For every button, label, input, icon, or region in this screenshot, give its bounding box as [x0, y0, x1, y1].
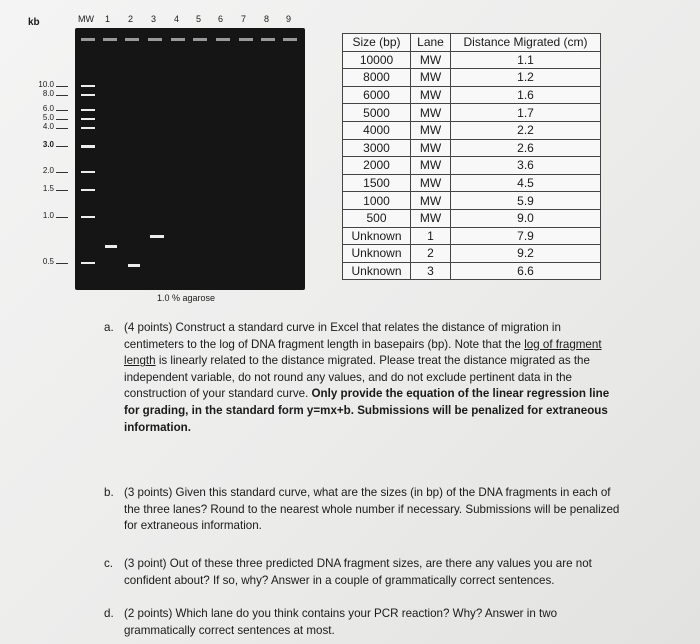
gel-well: [171, 38, 185, 41]
gel-well: [193, 38, 207, 41]
ladder-band: [81, 109, 95, 111]
lane-label-1: 1: [105, 14, 111, 24]
ladder-label-1: 1.0: [42, 211, 54, 220]
cell-lane: MW: [411, 104, 451, 122]
question-c: [104, 556, 624, 589]
question-a-part2: is linearly related to the distance migrated. Please treat the distance migrated as the independent variable, do not round any values, and do not exclude pertinent data in the construction of your standard curve.: [124, 354, 590, 401]
kb-axis-label: kb: [28, 17, 40, 28]
ladder-tick: [56, 86, 68, 87]
question-b: [104, 485, 624, 535]
ladder-tick: [56, 95, 68, 96]
lane-2-band: [128, 264, 140, 267]
ladder-label-8: 8.0: [42, 89, 54, 98]
ladder-tick: [56, 263, 68, 264]
cell-lane: MW: [411, 51, 451, 69]
header-size: Size (bp): [343, 34, 411, 52]
cell-distance: 7.9: [451, 227, 601, 245]
table-row: [343, 245, 601, 263]
lane-label-mw: MW: [78, 14, 94, 24]
cell-size: 3000: [343, 139, 411, 157]
ladder-label-5: 5.0: [42, 113, 54, 122]
cell-size: Unknown: [343, 262, 411, 280]
table-row: [343, 104, 601, 122]
question-a: [104, 320, 624, 436]
lane-label-2: 2: [128, 14, 134, 24]
cell-size: Unknown: [343, 227, 411, 245]
cell-size: 1500: [343, 174, 411, 192]
question-a-part1: (4 points) Construct a standard curve in Excel that relates the distance of migration in centimeters to the log of DNA fragment length in basepairs (bp). Note that the: [124, 321, 561, 351]
ladder-tick: [56, 190, 68, 191]
gel-well: [239, 38, 253, 41]
cell-lane: 3: [411, 262, 451, 280]
question-a-bold: Only provide the equation of the linear regression line for grading, in the standard form y=mx+b. Submissions will be penalized for extraneous information.: [124, 387, 610, 434]
cell-lane: MW: [411, 86, 451, 104]
lane-label-8: 8: [264, 14, 270, 24]
ladder-label-6: 6.0: [42, 104, 54, 113]
question-d-text: (2 points) Which lane do you think contains your PCR reaction? Why? Answer in two grammatically correct sentences at most.: [124, 607, 558, 637]
cell-distance: 1.1: [451, 51, 601, 69]
ladder-label-4: 4.0: [42, 122, 54, 131]
gel-well: [216, 38, 230, 41]
cell-size: 2000: [343, 157, 411, 175]
lane-3-band: [150, 235, 164, 238]
cell-distance: 2.2: [451, 121, 601, 139]
table-row: [343, 227, 601, 245]
table-row: [343, 157, 601, 175]
cell-size: 10000: [343, 51, 411, 69]
table-row: [343, 51, 601, 69]
cell-lane: MW: [411, 174, 451, 192]
ladder-band: [81, 118, 95, 120]
lane-label-9: 9: [286, 14, 292, 24]
ladder-band: [81, 189, 95, 191]
cell-lane: MW: [411, 192, 451, 210]
cell-lane: 1: [411, 227, 451, 245]
cell-distance: 2.6: [451, 139, 601, 157]
cell-distance: 6.6: [451, 262, 601, 280]
cell-size: Unknown: [343, 245, 411, 263]
lane-1-band: [105, 245, 117, 248]
cell-distance: 9.0: [451, 209, 601, 227]
question-c-text: (3 point) Out of these three predicted DNA fragment sizes, are there any values you are not confident about? If so, why? Answer in a couple of grammatically correct sentences.: [124, 557, 592, 587]
ladder-tick: [56, 172, 68, 173]
cell-lane: MW: [411, 157, 451, 175]
ladder-band: [81, 262, 95, 264]
lane-label-4: 4: [174, 14, 180, 24]
lane-label-5: 5: [196, 14, 202, 24]
cell-distance: 4.5: [451, 174, 601, 192]
table-row: [343, 69, 601, 87]
ladder-band: [81, 127, 95, 129]
question-b-letter: b.: [104, 486, 114, 499]
ladder-band: [81, 171, 95, 173]
question-d: [104, 606, 624, 639]
gel-well: [261, 38, 275, 41]
question-a-letter: a.: [104, 321, 114, 334]
cell-distance: 1.6: [451, 86, 601, 104]
table-row: [343, 121, 601, 139]
cell-size: 6000: [343, 86, 411, 104]
cell-lane: MW: [411, 139, 451, 157]
migration-distance-table: [342, 33, 601, 280]
table-header-row: [343, 34, 601, 52]
gel-well: [283, 38, 297, 41]
gel-well: [125, 38, 139, 41]
header-lane: Lane: [411, 34, 451, 52]
ladder-tick: [56, 119, 68, 120]
ladder-label-10: 10.0: [38, 80, 54, 89]
ladder-label-3: 3.0: [42, 140, 54, 149]
agarose-gel-image: [75, 28, 305, 290]
cell-distance: 5.9: [451, 192, 601, 210]
question-c-letter: c.: [104, 557, 114, 570]
cell-lane: MW: [411, 121, 451, 139]
cell-size: 8000: [343, 69, 411, 87]
question-a-underlined: log of fragment length: [124, 337, 602, 368]
ladder-band: [81, 85, 95, 87]
ladder-band: [81, 216, 95, 218]
agarose-label: 1.0 % agarose: [157, 293, 216, 303]
lane-label-3: 3: [151, 14, 157, 24]
cell-size: 5000: [343, 104, 411, 122]
cell-distance: 9.2: [451, 245, 601, 263]
ladder-tick: [56, 110, 68, 111]
cell-lane: 2: [411, 245, 451, 263]
cell-distance: 3.6: [451, 157, 601, 175]
gel-well: [81, 38, 95, 41]
question-d-letter: d.: [104, 607, 114, 620]
gel-well: [103, 38, 117, 41]
lane-label-6: 6: [218, 14, 224, 24]
cell-size: 1000: [343, 192, 411, 210]
cell-distance: 1.2: [451, 69, 601, 87]
cell-lane: MW: [411, 209, 451, 227]
cell-distance: 1.7: [451, 104, 601, 122]
ladder-label-1-5: 1.5: [42, 184, 54, 193]
question-b-text: (3 points) Given this standard curve, what are the sizes (in bp) of the DNA fragments in each of the three lanes? Round to the nearest whole number if necessary. Submissions will be penalized for extraneous information.: [124, 486, 620, 533]
table-row: [343, 262, 601, 280]
lane-label-7: 7: [241, 14, 247, 24]
cell-size: 500: [343, 209, 411, 227]
ladder-tick: [56, 128, 68, 129]
ladder-label-0-5: 0.5: [42, 257, 54, 266]
table-row: [343, 192, 601, 210]
ladder-tick: [56, 146, 68, 147]
cell-lane: MW: [411, 69, 451, 87]
header-distance: Distance Migrated (cm): [451, 34, 601, 52]
question-a-text: [124, 320, 624, 436]
gel-well: [148, 38, 162, 41]
table-row: [343, 174, 601, 192]
ladder-band: [81, 145, 95, 148]
ladder-label-2: 2.0: [42, 166, 54, 175]
table-row: [343, 86, 601, 104]
ladder-band: [81, 94, 95, 96]
table-row: [343, 209, 601, 227]
table-row: [343, 139, 601, 157]
cell-size: 4000: [343, 121, 411, 139]
ladder-tick: [56, 217, 68, 218]
